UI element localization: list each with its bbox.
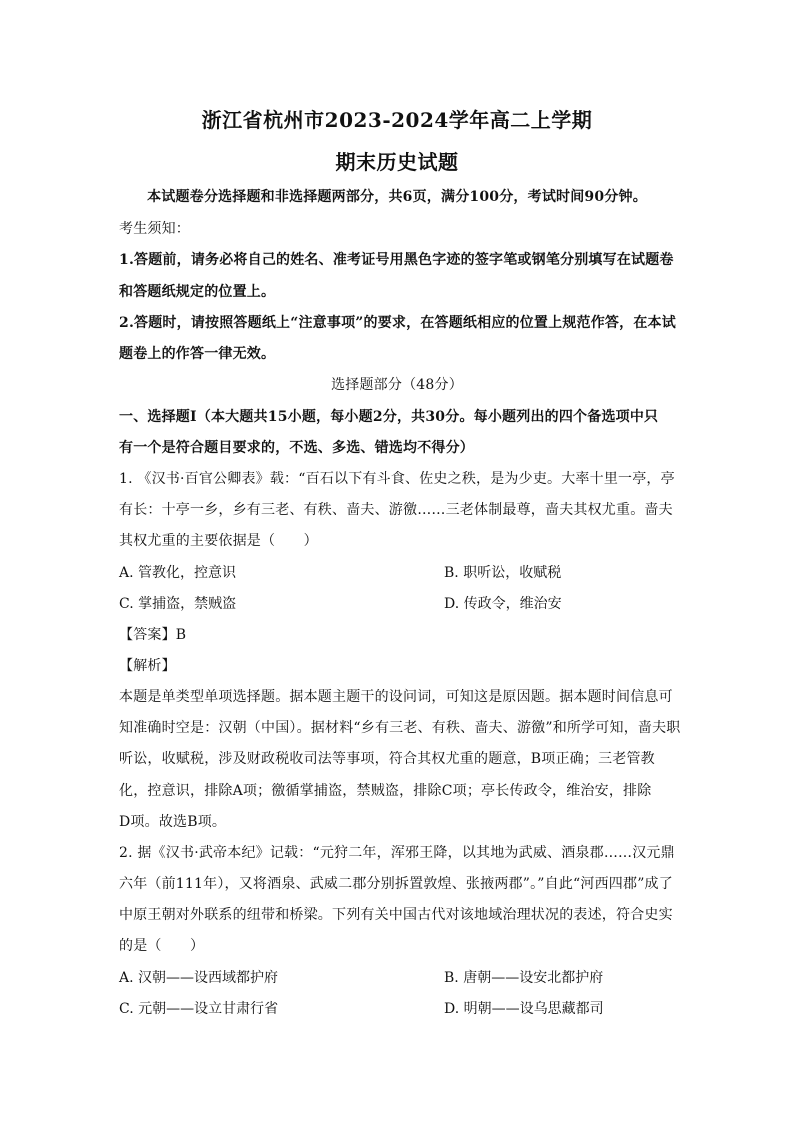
q2-option-d: D. 明朝——设乌思藏都司 [444, 1001, 604, 1017]
part1-instructions-cont: 有一个是符合题目要求的，不选、多选、错选均不得分） [119, 440, 474, 456]
q2-option-a: A. 汉朝——设西域都护府 [119, 970, 279, 986]
q1-analysis: 本题是单类型单项选择题。据本题主题干的设问词，可知这是原因题。据本题时间信息可 [119, 689, 673, 705]
q1-stem-cont: 有长：十亭一乡，乡有三老、有秩、啬夫、游徼……三老体制最尊，啬夫其权尤重。啬夫 [119, 502, 673, 518]
notice-item-1: 1.答题前，请务必将自己的姓名、准考证号用黑色字迹的签字笔或钢笔分别填写在试题卷 [119, 252, 674, 268]
q2-stem-cont: 六年（前111年），又将酒泉、武威二郡分别拆置敦煌、张掖两郡”。”自此“河西四郡”成了 [119, 876, 673, 892]
section-heading: 选择题部分（48分） [331, 377, 463, 393]
q1-option-a: A. 管教化，控意识 [119, 565, 237, 581]
notice-item-2: 2.答题时，请按照答题纸上“注意事项”的要求，在答题纸相应的位置上规范作答，在本试 [119, 315, 676, 331]
notice-item-2-cont: 题卷上的作答一律无效。 [119, 346, 276, 362]
exam-title: 浙江省杭州市2023-2024学年高二上学期 [201, 108, 593, 132]
q2-option-b: B. 唐朝——设安北都护府 [444, 970, 604, 986]
q2-stem: 2. 据《汉书·武帝本纪》记载：“元狩二年，浑邪王降，以其地为武威、酒泉郡……汉元鼎 [119, 845, 675, 861]
exam-intro: 本试题卷分选择题和非选择题两部分，共6页，满分100分，考试时间90分钟。 [147, 189, 647, 205]
q2-option-c: C. 元朝——设立甘肃行省 [119, 1001, 279, 1017]
q1-analysis-4: 化，控意识，排除A项；徼循掌捕盗，禁贼盗，排除C项；亭长传政令，维治安，排除 [119, 783, 652, 799]
q1-analysis-3: 听讼，收赋税，涉及财政税收司法等事项，符合其权尤重的题意，B项正确；三老管教 [119, 751, 655, 767]
q1-analysis-2: 知准确时空是：汉朝（中国）。据材料“乡有三老、有秩、啬夫、游徼”和所学可知，啬夫职 [119, 720, 681, 736]
q1-option-c: C. 掌捕盗，禁贼盗 [119, 596, 237, 612]
q1-stem: 1. 《汉书·百官公卿表》载：“百石以下有斗食、佐史之秩，是为少吏。大率十里一亭，亭 [119, 471, 675, 487]
q1-analysis-5: D项。故选B项。 [119, 814, 227, 830]
part1-instructions: 一、选择题Ⅰ（本大题共15小题，每小题2分，共30分。每小题列出的四个备选项中只 [119, 409, 659, 425]
q1-stem-end: 其权尤重的主要依据是（ ） [119, 533, 318, 549]
q2-stem-cont-2: 中原王朝对外联系的纽带和桥梁。下列有关中国古代对该地域治理状况的表述，符合史实 [119, 907, 673, 923]
q1-analysis-heading: 【解析】 [119, 658, 176, 674]
notice-heading: 考生须知： [119, 221, 190, 237]
exam-subtitle: 期末历史试题 [335, 150, 459, 174]
q1-option-b: B. 职听讼，收赋税 [444, 565, 562, 581]
q1-option-d: D. 传政令，维治安 [444, 596, 562, 612]
q2-stem-end: 的是（ ） [119, 938, 205, 954]
notice-item-1-cont: 和答题纸规定的位置上。 [119, 284, 276, 300]
q1-answer: 【答案】B [119, 627, 187, 643]
